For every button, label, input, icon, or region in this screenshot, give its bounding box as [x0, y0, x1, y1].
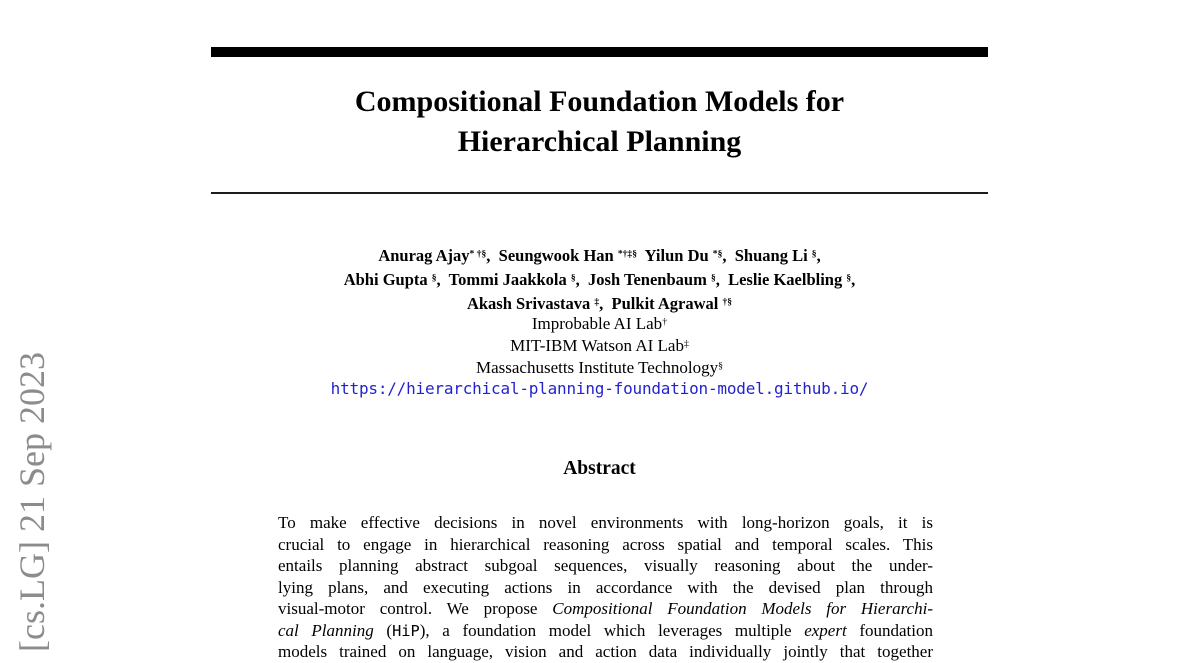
affiliations-block: [211, 313, 988, 379]
abstract-line: lying plans, and executing actions in accordance with the devised plan through: [278, 577, 933, 597]
paper-url-row: [211, 379, 988, 400]
abstract-line: models trained on language, vision and action data individually jointly that together: [278, 642, 933, 661]
author-line: Abhi Gupta §, Tommi Jaakkola §, Josh Tenenbaum §, Leslie Kaelbling §,: [343, 270, 856, 289]
abstract-line: cal Planning (HiP), a foundation model which leverages multiple expert foundation: [278, 620, 933, 640]
paper-title-line1: Compositional Foundation Models for: [354, 85, 845, 118]
affiliation-line: MIT-IBM Watson AI Lab‡: [510, 336, 689, 355]
abstract-line: visual-motor control. We propose Compositional Foundation Models for Hierarchi-: [278, 599, 933, 618]
affiliation-line: Improbable AI Lab†: [531, 314, 668, 333]
abstract-line: entails planning abstract subgoal sequences, visually reasoning about the under-: [278, 556, 933, 575]
arxiv-watermark: [cs.LG] 21 Sep 2023: [12, 352, 52, 652]
abstract-body: [278, 512, 933, 663]
title-rule-bottom: [211, 192, 988, 194]
title-rule-top: [211, 47, 988, 57]
affiliation-line: Massachusetts Institute Technology§: [475, 358, 724, 377]
authors-block: [211, 244, 988, 316]
paper-title: [211, 82, 988, 162]
abstract-heading: Abstract: [563, 458, 636, 479]
abstract-line: To make effective decisions in novel environments with long-horizon goals, it is: [278, 513, 933, 532]
abstract-line: crucial to engage in hierarchical reasoning across spatial and temporal scales. This: [278, 534, 933, 554]
paper-url-link[interactable]: https://hierarchical-planning-foundation-model.github.io/: [330, 379, 869, 398]
author-line: Anurag Ajay* †§, Seungwook Han *†‡§ Yilun Du *§, Shuang Li §,: [378, 246, 821, 265]
paper-title-line2: Hierarchical Planning: [457, 125, 742, 158]
author-line: Akash Srivastava ‡, Pulkit Agrawal †§: [466, 294, 733, 313]
